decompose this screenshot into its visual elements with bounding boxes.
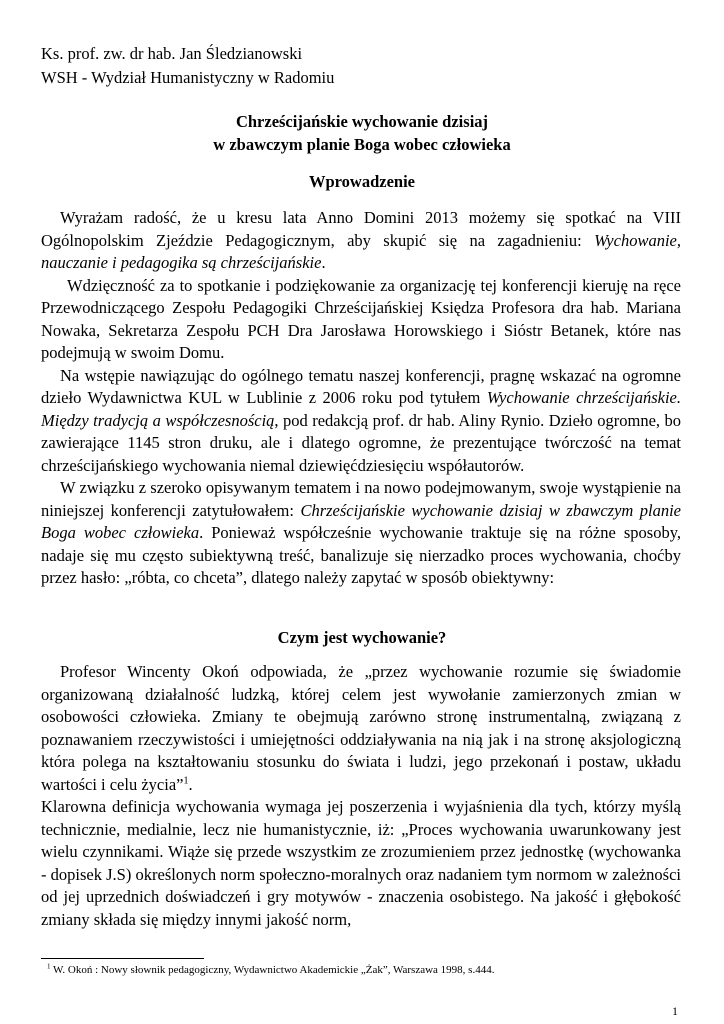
section2-paragraph-1: Profesor Wincenty Okoń odpowiada, że „przez wychowanie rozumie się świadomie organizowaną działalność ludzką, której celem jest wywołanie zamierzonych zmian w osobowości człowieka. Zmiany te obejmują zarówno stronę instrumentalną, związaną z poznawaniem rzeczywistości i umiejętności oddziaływania na nią jak i na stronę aksjologiczną która polega na kształtowaniu stosunku do świata i ludzi, jego przekonań i postaw, układu wartości i celu życia”$^1$. [41, 662, 681, 794]
intro-paragraph-2: Wdzięczność za to spotkanie i podziękowanie za organizację tej konferencji kieruję na ręce Przewodniczącego Zespołu Pedagogiki Chrześcijańskiej Księdza Profesora dra hab. Mariana Nowaka, Sekretarza Zespołu PCH Dra Jarosława Horowskiego i Sióstr Betanek, które nas podejmują w swoim Domu. [41, 275, 681, 362]
title-line-1: Chrześcijańskie wychowanie dzisiaj [235, 112, 489, 131]
intro-p4-text2: . Ponieważ współcześnie wychowanie traktuje się na różne sposoby, nadaje się mu często subiektywną treść, banalizuje się nierzadko proces wychowania, choćby przez hasło: „róbta, co chceta”, dlatego należy zapytać w sposób obiektywny: [41, 523, 681, 587]
intro-p3-italic: Wychowanie chrześcijańskie. Między tradycją a współczesnością [41, 388, 681, 430]
footnote-separator [41, 958, 204, 959]
footnote-reference[interactable]: 1 [183, 775, 189, 786]
author-name: Ks. prof. zw. dr hab. Jan Śledzianowski [41, 44, 303, 63]
footnote-text: W. Okoń : Nowy słownik pedagogiczny, Wydawnictwo Akademickie „Żak”, Warszawa 1998, s.444. [50, 964, 495, 976]
intro-p1-italic: Wychowanie, nauczanie i pedagogika są chrześcijańskie [41, 230, 681, 272]
intro-p1-text: Wyrażam radość, że u kresu lata Anno Domini 2013 możemy się spotkać na VIII Ogólnopolskim Zjeździe Pedagogicznym, aby skupić się na zagadnieniu: [41, 208, 681, 250]
intro-paragraph-1 [41, 207, 681, 275]
intro-p4-text1: W związku z szeroko opisywanym tematem i na nowo podejmowanym, swoje wystąpienie na niniejszej konferencji zatytułowałem: [41, 478, 681, 520]
footnote-mark: 1 [47, 962, 51, 971]
section2-p1-text: Profesor Wincenty Okoń odpowiada, że „przez wychowanie rozumie się świadomie organizowaną działalność ludzką, której celem jest wywołanie zamierzonych zmian w osobowości człowieka. Zmiany te obejmują zarówno stronę instrumentalną, związaną z poznawaniem rzeczywistości i umiejętności oddziaływania na nią jak i na stronę aksjologiczną która polega na kształtowaniu stosunku do świata i ludzi, jego przekonań i postaw, układu wartości i celu życia” [41, 662, 681, 794]
heading-what-is-education: Czym jest wychowanie? [277, 628, 447, 647]
paper-title [0, 110, 724, 156]
intro-p1-end: . [321, 253, 326, 272]
author-block [41, 42, 334, 90]
intro-p3-text1: Na wstępie nawiązując do ogólnego tematu naszej konferencji, pragnę wskazać na ogromne dzieło Wydawnictwa KUL w Lublinie z 2006 roku pod tytułem [41, 365, 681, 407]
section2-body [41, 661, 681, 931]
title-line-2: w zbawczym planie Boga wobec człowieka [213, 135, 511, 154]
page-number: 1 [672, 1004, 678, 1018]
author-affiliation: WSH - Wydział Humanistyczny w Radomiu [41, 68, 335, 87]
intro-paragraph-3 [41, 365, 681, 478]
intro-p4-italic: Chrześcijańskie wychowanie dzisiaj w zbawczym planie Boga wobec człowieka [41, 500, 681, 542]
section2-paragraph-2: Klarowna definicja wychowania wymaga jej poszerzenia i wyjaśnienia dla tych, którzy myślą technicznie, medialnie, lecz nie humanistycznie, iż: „Proces wychowania uwarunkowany jest wielu czynnikami. Wiąże się przede wszystkim ze zrozumieniem przez jednostkę (wychowanka - dopisek J.S) określonych norm społeczno-moralnych oraz nadaniem tym normom w zależności od jej uprzednich doświadczeń i gry motywów - znaczenia osobistego. Na jakość i głębokość zmiany składa się między innymi jakość norm, [41, 797, 681, 929]
introduction-body [41, 207, 681, 590]
intro-paragraph-4 [41, 477, 681, 590]
footnote [47, 963, 677, 977]
intro-p3-text2: , pod redakcją prof. dr hab. Aliny Rynio. Dzieło ogromne, bo zawierające 1145 stron druku, ale i dlatego ogromne, że prezentujące twórczość na temat chrześcijańskiego wychowania niemal dziewięćdziesięciu współautorów. [41, 410, 681, 475]
heading-introduction: Wprowadzenie [308, 172, 416, 191]
